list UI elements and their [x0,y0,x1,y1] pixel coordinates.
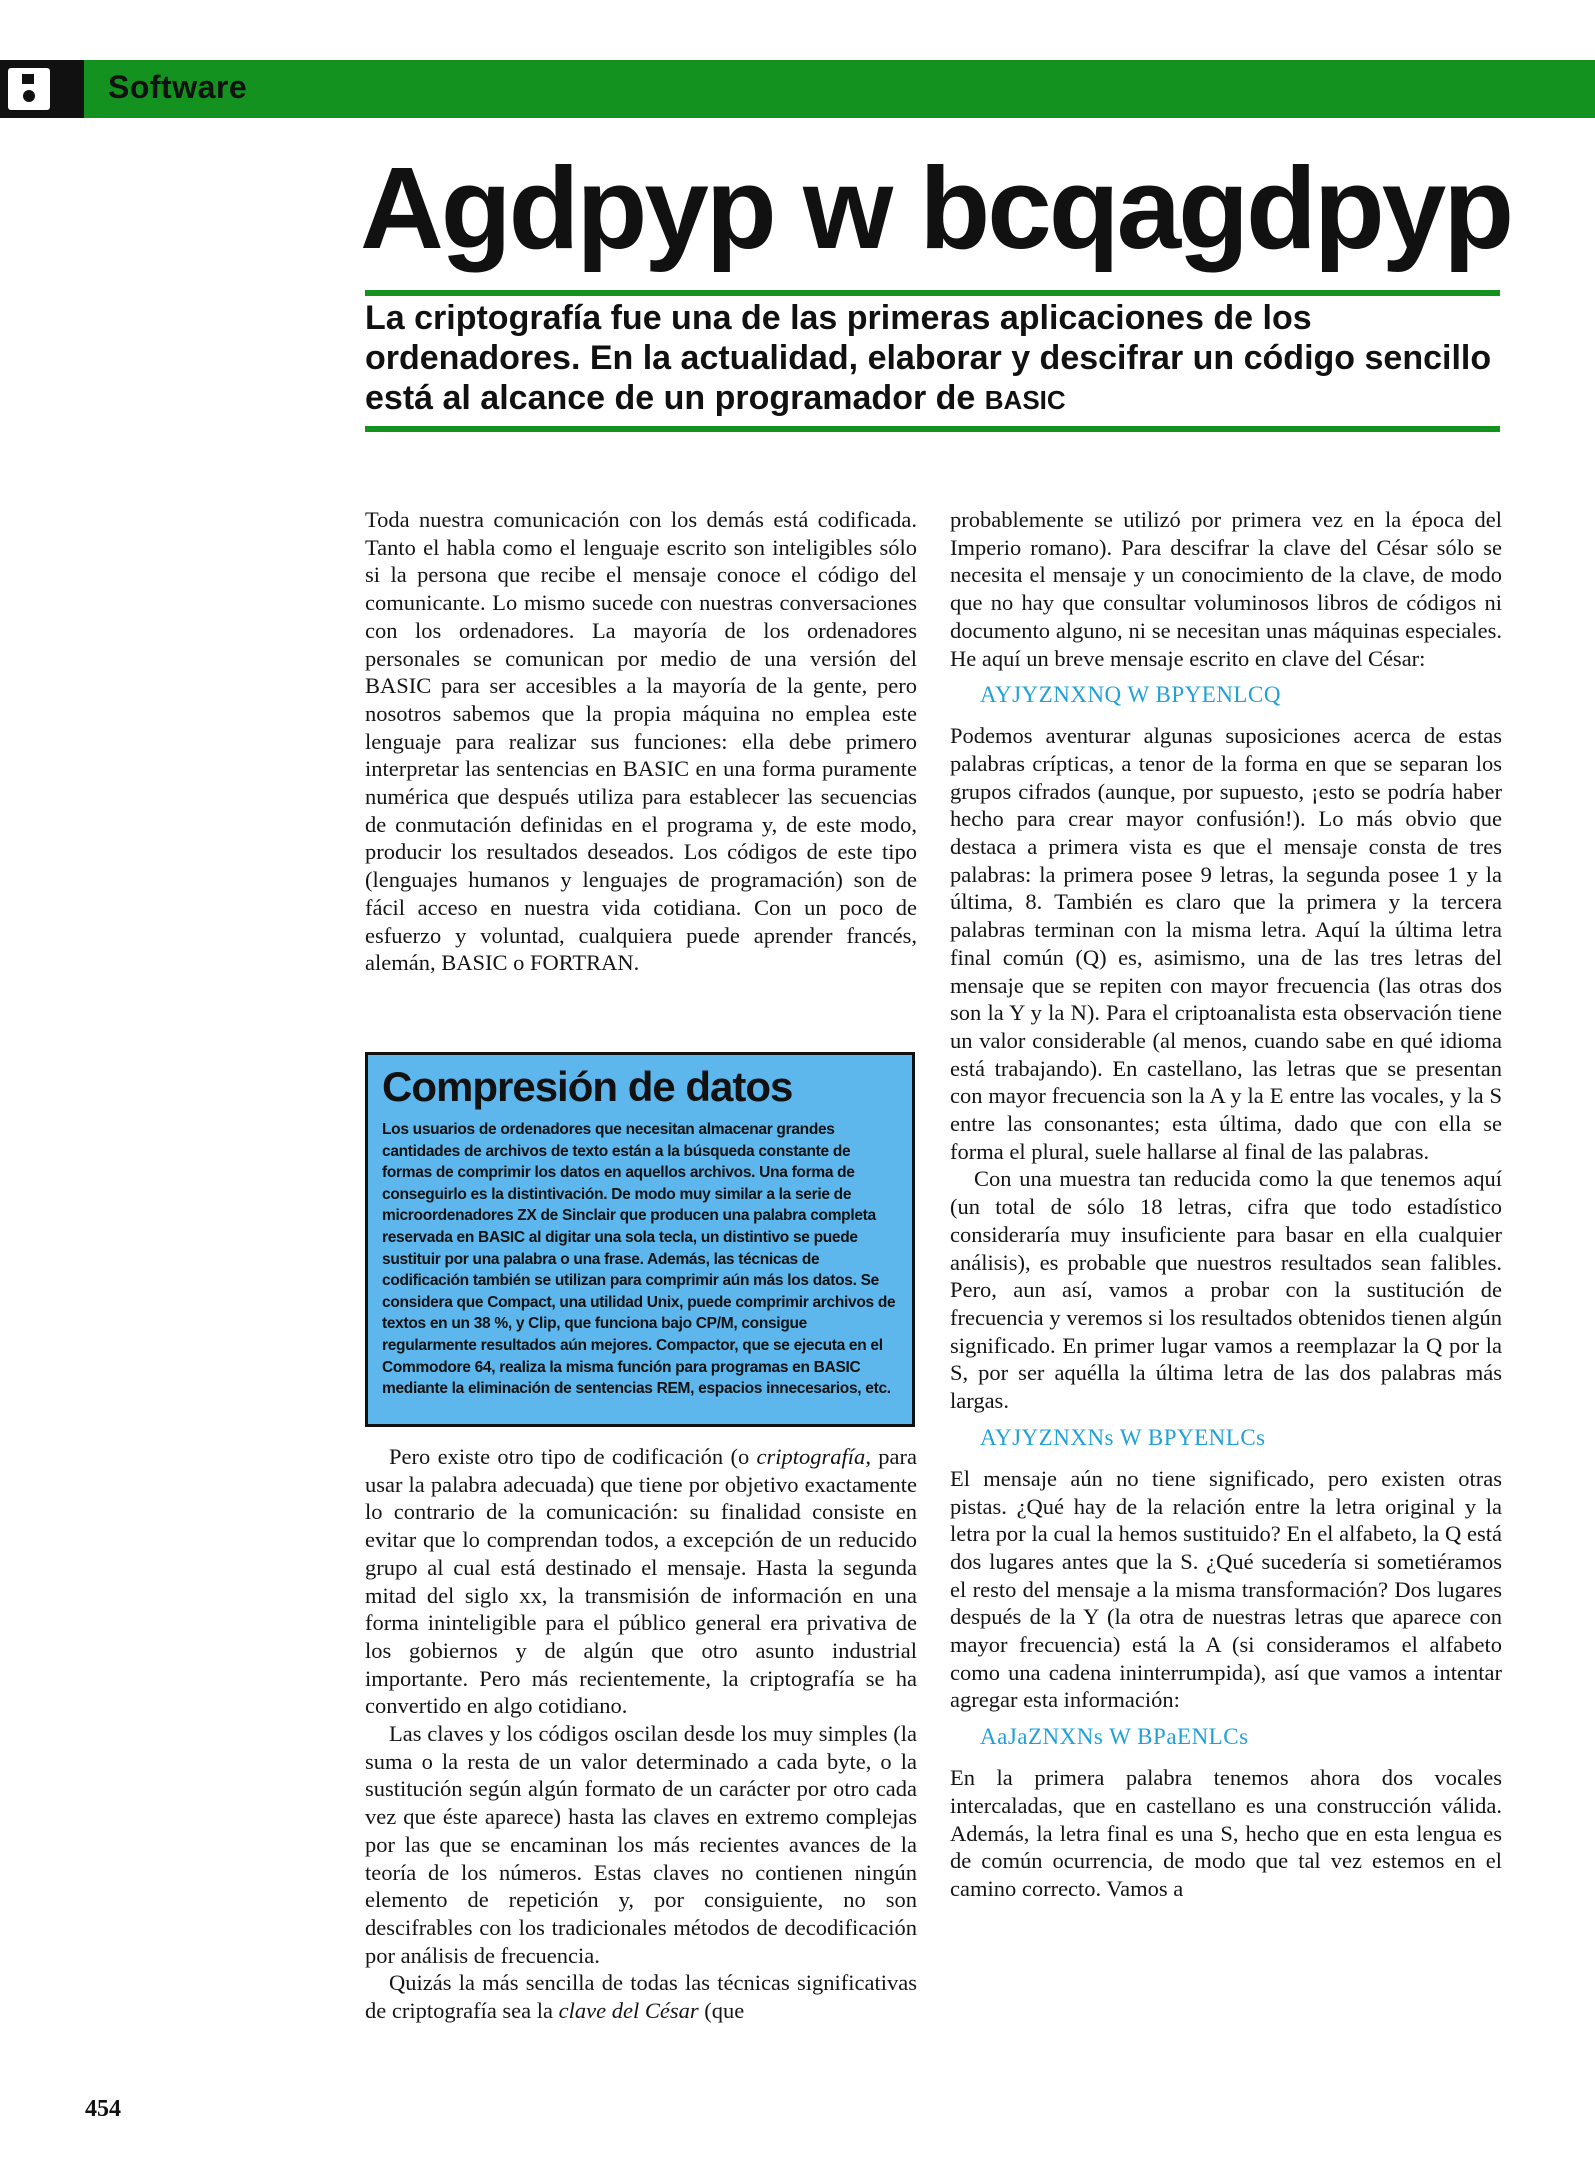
deck-bottom-rule [365,426,1500,432]
cipher-example: AYJYZNXNs W BPYENLCs [980,1424,1266,1450]
body-paragraph: En la primera palabra tenemos ahora dos vocales intercaladas, que en castellano es una construcción válida. Además, la letra final es una S, hecho que en esta lengua es de común ocurrencia, de modo que tal vez estemos en el camino correcto. Vamos a [950,1765,1502,1901]
left-column-top [365,506,917,977]
body-paragraph: Podemos aventurar algunas suposiciones acerca de estas palabras crípticas, a tenor de la forma en que se separan los grupos cifrados (aunque, por supuesto, ¡esto se podría haber hecho para crear mayor confusión!). Lo más obvio que destaca a primera vista es que el mensaje consta de tres palabras: la primera posee 9 letras, la segunda posee 1 y la última, 8. También es claro que la primera y la tercera palabras terminan con la misma letra. Aquí la última letra final común (Q) es, asimismo, una de las tres letras del mensaje que se repiten con mayor frecuencia (las otras dos son la Y y la N). Para el criptoanalista esta observación tiene un valor considerable (al menos, cuando sabe en qué idioma está trabajando). En castellano, las letras que se presentan con mayor frecuencia son la A y la E entre las vocales, y la S entre las consonantes; esta última, dado que con ella se forma el plural, suele hallarse al final de las palabras. [950,723,1502,1164]
left-column-bottom [365,1443,917,2025]
section-label: Software [108,69,248,105]
cipher-example: AYJYZNXNQ W BPYENLCQ [980,682,1281,708]
sidebar-heading: Compresión de datos [382,1063,793,1110]
body-paragraph: Pero existe otro tipo de codificación (o criptografía, para usar la palabra adecuada) que tiene por objetivo exactamente lo contrario de la comunicación: su finalidad consiste en evitar que lo comprendan todos, a excepción de un reducido grupo al cual está destinado el mensaje. Hasta la segunda mitad del siglo xx, la transmisión de información en una forma ininteligible para el público general era privativa de los gobiernos y de algún que otro asunto industrial importante. Pero más recientemente, la criptografía se ha convertido en algo cotidiano. [365,1444,917,1719]
body-paragraph: El mensaje aún no tiene significado, pero existen otras pistas. ¿Qué hay de la relación entre la letra original y la letra por la cual la hemos sustituido? En el alfabeto, la Q está dos lugares antes que la S. ¿Qué sucedería si sometiéramos el resto del mensaje a la misma transformación? Dos lugares después de la Y (la otra de nuestras letras que aparece con mayor frecuencia) está la A (si consideramos el alfabeto como una cadena ininterrumpida), así que vamos a intentar agregar esta información: [950,1465,1502,1713]
sidebar-box [365,1052,915,1427]
body-paragraph: Toda nuestra comunicación con los demás está codificada. Tanto el habla como el lenguaje escrito son inteligibles sólo si la persona que recibe el mensaje conoce el código del comunicante. Lo mismo sucede con nuestras conversaciones con los ordenadores. La mayoría de los ordenadores personales se comunican por medio de una versión del BASIC para ser accesibles a la mayoría de la gente, pero nosotros sabemos que la propia máquina no emplea este lenguaje para realizar sus funciones: ella debe primero interpretar las sentencias en BASIC en una forma puramente numérica que después utiliza para establecer las secuencias de conmutación definidas en el programa y, de este modo, producir los resultados deseados. Los códigos de este tipo (lenguajes humanos y lenguajes de programación) son de fácil acceso en nuestra vida cotidiana. Con un poco de esfuerzo y voluntad, cualquiera puede aprender francés, alemán, BASIC o FORTRAN. [365,507,917,976]
article-deck [365,298,1500,420]
article-title: Agdpyp w bcqagdpyp [360,143,1512,273]
body-paragraph: Con una muestra tan reducida como la que tenemos aquí (un total de sólo 18 letras, cifra que todo estadístico consideraría muy insuficiente para basar en ella cualquier análisis), es probable que nuestros resultados sean falibles. Pero, aun así, vamos a probar con la sustitución de frecuencia y veremos si los resultados obtenidos tienen algún significado. En primer lugar vamos a reemplazar la Q por la S, por ser aquélla la última letra de las dos palabras más largas. [950,1166,1502,1414]
body-paragraph: Las claves y los códigos oscilan desde los muy simples (la suma o la resta de un valor determinado a cada byte, o la sustitución según algún formato de un carácter por otro cada vez que éste aparece) hasta las claves en extremo complejas por las que se encaminan los más recientes avances de la teoría de los números. Estas claves no contienen ningún elemento de repetición y, por consiguiente, no son descifrables con los tradicionales métodos de decodificación por análisis de frecuencia. [365,1721,917,1968]
deck-top-rule [365,290,1500,296]
page-number: 454 [85,2096,121,2122]
body-paragraph: Quizás la más sencilla de todas las técnicas significativas de criptografía sea la clave del César (que [365,1970,917,2024]
sidebar-body: Los usuarios de ordenadores que necesitan almacenar grandes cantidades de archivos de texto están a la búsqueda constante de formas de comprimir los datos en aquellos archivos. Una forma de conseguirlo es la distintivación. De modo muy similar a la serie de microordenadores ZX de Sinclair que producen una palabra completa reservada en BASIC al digitar una sola tecla, un distintivo se puede sustituir por una palabra o una frase. Además, las técnicas de codificación también se utilizan para comprimir aún más los datos. Se considera que Compact, una utilidad Unix, puede comprimir archivos de textos en un 38 %, y Clip, que funciona bajo CP/M, consigue regularmente resultados aún mejores. Compactor, que se ejecuta en el Commodore 64, realiza la misma función para programas en BASIC mediante la eliminación de sentencias REM, espacios innecesarios, etc. [382,1121,896,1398]
body-paragraph: probablemente se utilizó por primera vez en la época del Imperio romano). Para descifrar la clave del César sólo se necesita el mensaje y un conocimiento de la clave, de modo que no hay que consultar voluminosos libros de códigos ni documento alguno, ni se necesitan unas máquinas especiales. He aquí un breve mensaje escrito en clave del César: [950,507,1502,671]
right-column [950,506,1502,1903]
floppy-disk-icon [0,60,84,118]
deck-basic: BASIC [984,385,1066,415]
deck-text: La criptografía fue una de las primeras aplicaciones de los ordenadores. En la actualidad, elaborar y descifrar un código sencillo está al alcance de un programador de [365,299,1492,417]
cipher-example: AaJaZNXNs W BPaENLCs [980,1724,1249,1750]
